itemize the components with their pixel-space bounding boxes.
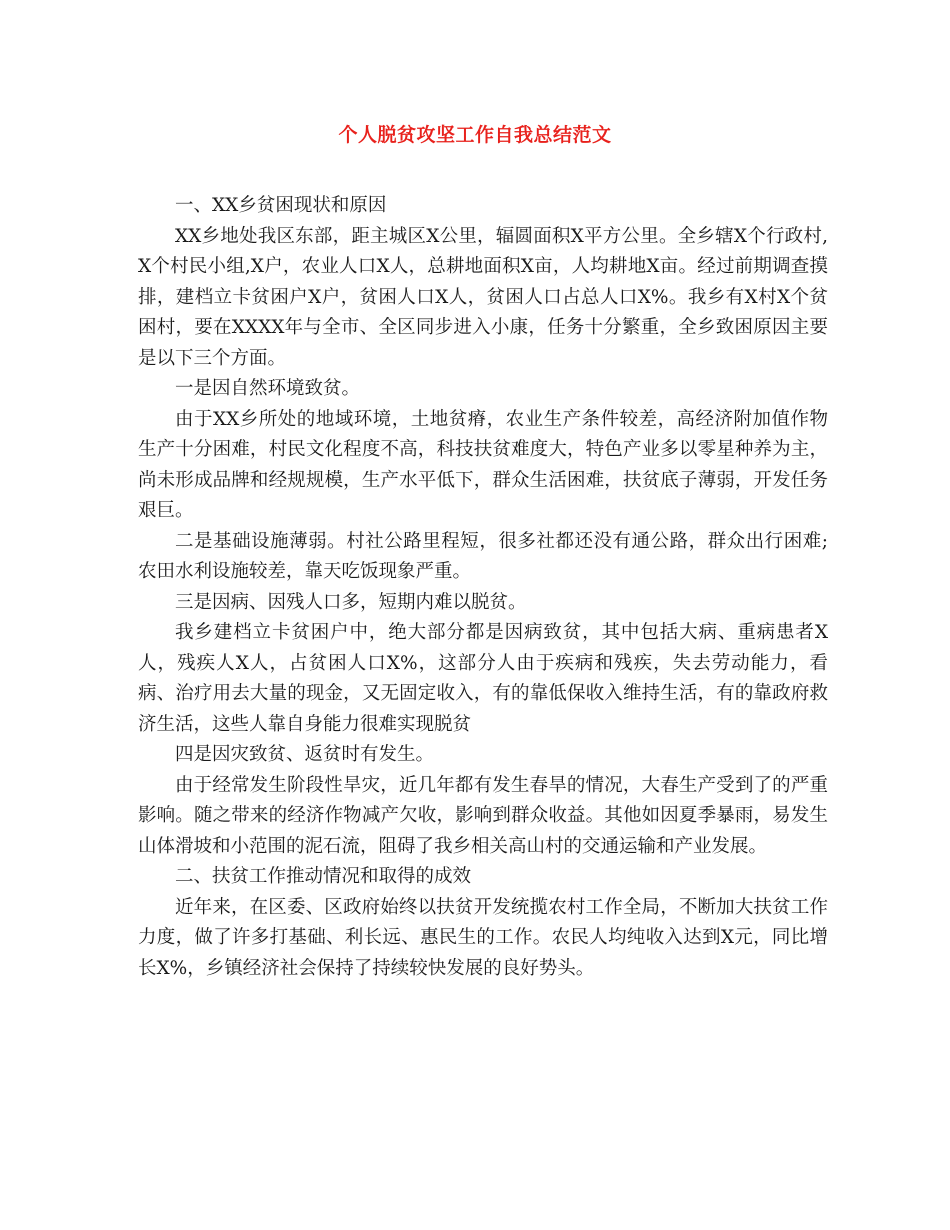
paragraph-overview: XX乡地处我区东部，距主城区X公里，辐圆面积X平方公里。全乡辖X个行政村,X个村民小组,X户，农业人口X人，总耕地面积X亩，人均耕地X亩。经过前期调查摸排，建档立卡贫困户X户，贫困人口X人，贫困人口占总人口X%。我乡有X村X个贫困村，要在XXXX年与全市、全区同步进入小康，任务十分繁重，全乡致困原因主要是以下三个方面。 [138, 225, 828, 369]
subheading-natural-environment: 一是因自然环境致贫。 [175, 378, 361, 399]
subheading-disasters: 四是因灾致贫、返贫时有发生。 [175, 744, 435, 765]
subheading-illness-disability: 三是因病、因残人口多，短期内难以脱贫。 [175, 591, 527, 613]
paragraph-infrastructure: 二是基础设施薄弱。村社公路里程短，很多社都还没有通公路，群众出行困难;农田水利设施较差，靠天吃饭现象严重。 [138, 530, 828, 582]
document-title: 个人脱贫攻坚工作自我总结范文 [338, 124, 612, 146]
section-heading-2: 二、扶贫工作推动情况和取得的成效 [175, 866, 472, 887]
paragraph-natural-environment: 由于XX乡所处的地域环境，土地贫瘠，农业生产条件较差，高经济附加值作物生产十分困难，村民文化程度不高，科技扶贫难度大，特色产业多以零星种养为主，尚未形成品牌和经规规模，生产水平低下，群众生活困难，扶贫底子薄弱，开发任务艰巨。 [138, 408, 828, 521]
paragraph-achievements: 近年来，在区委、区政府始终以扶贫开发统揽农村工作全局，不断加大扶贫工作力度，做了许多打基础、利长远、惠民生的工作。农民人均纯收入达到X元，同比增长X%，乡镇经济社会保持了持续较快发展的良好势头。 [138, 896, 828, 979]
paragraph-illness-disability: 我乡建档立卡贫困户中，绝大部分都是因病致贫，其中包括大病、重病患者X人，残疾人X人，占贫困人口X%，这部分人由于疾病和残疾，失去劳动能力，看病、治疗用去大量的现金，又无固定收入，有的靠低保收入维持生活，有的靠政府救济生活，这些人靠自身能力很难实现脱贫 [138, 622, 828, 735]
paragraph-disasters: 由于经常发生阶段性旱灾，近几年都有发生春旱的情况，大春生产受到了的严重影响。随之带来的经济作物减产欠收，影响到群众收益。其他如因夏季暴雨，易发生山体滑坡和小范围的泥石流，阻碍了我乡相关高山村的交通运输和产业发展。 [138, 774, 828, 857]
section-heading-1: 一、XX乡贫困现状和原因 [175, 195, 387, 216]
document-body [138, 191, 828, 984]
